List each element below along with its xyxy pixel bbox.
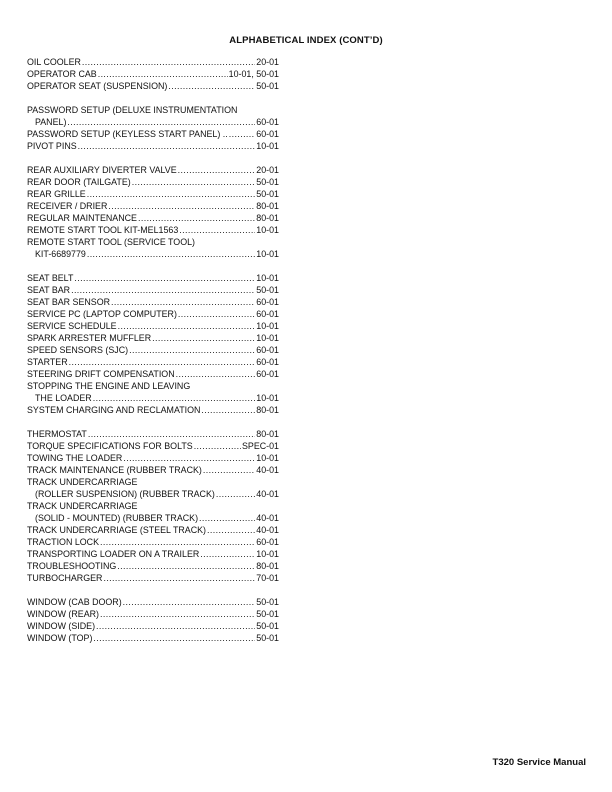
index-group (27, 428, 279, 584)
dot-leader (123, 452, 255, 464)
index-entry-title: SERVICE PC (LAPTOP COMPUTER) (27, 309, 177, 319)
index-entry (27, 212, 279, 224)
index-entry-page: 70-01 (256, 573, 279, 583)
index-entry-lead: TRACK UNDERCARRIAGE (27, 477, 138, 487)
index-entry-page: 50-01 (256, 285, 279, 295)
dot-leader (194, 440, 241, 452)
index-entry-title: STARTER (27, 357, 68, 367)
dot-leader (129, 344, 255, 356)
index-entry (27, 620, 279, 632)
index-entry-page: 60-01 (256, 537, 279, 547)
dot-leader (199, 512, 255, 524)
index-entry-lead: PASSWORD SETUP (DELUXE INSTRUMENTATION (27, 105, 238, 115)
index-entry-page: 10-01 (256, 141, 279, 151)
index-entry-title: SERVICE SCHEDULE (27, 321, 117, 331)
index-entry-page: 80-01 (256, 213, 279, 223)
index-entry (27, 428, 279, 440)
index-entry-title: RECEIVER / DRIER (27, 201, 108, 211)
index-entry-page: 80-01 (256, 429, 279, 439)
index-entry-page: 10-01 (256, 333, 279, 343)
index-entry (27, 128, 279, 140)
dot-leader (178, 164, 256, 176)
index-entry-title: TRACTION LOCK (27, 537, 99, 547)
index-entry-title: REAR GRILLE (27, 189, 86, 199)
index-entry-title: THERMOSTAT (27, 429, 87, 439)
index-entry-lead: STOPPING THE ENGINE AND LEAVING (27, 381, 191, 391)
dot-leader (117, 560, 255, 572)
dot-leader (108, 200, 255, 212)
index-entry (27, 320, 279, 332)
index-entry (27, 188, 279, 200)
index-entry-title: REMOTE START TOOL KIT-MEL1563 (27, 225, 179, 235)
dot-leader (71, 284, 255, 296)
index-entry-title: PASSWORD SETUP (KEYLESS START PANEL) .. (27, 129, 228, 139)
index-entry-title: PIVOT PINS (27, 141, 77, 151)
index-entry-page: 10-01 (256, 393, 279, 403)
index-entry-title: TURBOCHARGER (27, 573, 103, 583)
footer-manual-title: T320 Service Manual (492, 757, 586, 768)
index-entry-title: (ROLLER SUSPENSION) (RUBBER TRACK) (35, 489, 215, 499)
index-entry (27, 548, 279, 560)
dot-leader (176, 368, 256, 380)
index-group (27, 104, 279, 152)
index-entry-page: 60-01 (256, 309, 279, 319)
dot-leader (93, 392, 256, 404)
index-entry-title: TORQUE SPECIFICATIONS FOR BOLTS (27, 441, 193, 451)
index-entry-page: 80-01 (256, 561, 279, 571)
index-entry-page: 40-01 (256, 465, 279, 475)
index-entry-page: 60-01 (256, 345, 279, 355)
index-entry (27, 308, 279, 320)
index-entry-title: SPARK ARRESTER MUFFLER (27, 333, 152, 343)
index-entry-title: (SOLID - MOUNTED) (RUBBER TRACK) (35, 513, 199, 523)
dot-leader (100, 536, 255, 548)
index-entry-title: PANEL) (35, 117, 67, 127)
index-entry-page: 10-01 (256, 549, 279, 559)
dot-leader (216, 488, 255, 500)
index-entry (27, 356, 279, 368)
index-entry-page: 60-01 (256, 357, 279, 367)
index-entry-title: TRACK MAINTENANCE (RUBBER TRACK) (27, 465, 202, 475)
index-entry (27, 332, 279, 344)
dot-leader (87, 248, 255, 260)
dot-leader (82, 56, 255, 68)
index-entry-page: 20-01 (256, 57, 279, 67)
dot-leader (178, 308, 255, 320)
index-list (27, 56, 279, 656)
index-entry (27, 632, 279, 644)
index-entry-title: WINDOW (SIDE) (27, 621, 96, 631)
dot-leader (74, 272, 255, 284)
dot-leader (96, 620, 255, 632)
index-entry-title: TOWING THE LOADER (27, 453, 123, 463)
index-entry (27, 440, 279, 452)
index-entry-lead: TRACK UNDERCARRIAGE (27, 501, 138, 511)
index-entry-title: TRACK UNDERCARRIAGE (STEEL TRACK) (27, 525, 207, 535)
dot-leader (229, 128, 256, 140)
dot-leader (118, 320, 256, 332)
index-entry-page: 50-01 (256, 621, 279, 631)
index-entry (27, 464, 279, 476)
index-entry-title: WINDOW (CAB DOOR) (27, 597, 122, 607)
dot-leader (78, 140, 256, 152)
index-group (27, 164, 279, 260)
index-entry-page: 50-01 (256, 597, 279, 607)
index-entry-title: THE LOADER (35, 393, 92, 403)
index-group (27, 272, 279, 416)
index-entry (27, 296, 279, 308)
index-entry-title: REAR AUXILIARY DIVERTER VALVE (27, 165, 177, 175)
index-entry-title: KIT-6689779 (35, 249, 86, 259)
dot-leader (69, 356, 256, 368)
index-entry-title: REAR DOOR (TAILGATE) (27, 177, 131, 187)
index-entry (27, 608, 279, 620)
index-entry-title: REGULAR MAINTENANCE (27, 213, 137, 223)
index-entry-page: 10-01 (256, 225, 279, 235)
index-entry-title: SEAT BAR SENSOR (27, 297, 111, 307)
index-entry-page: 60-01 (256, 117, 279, 127)
index-entry (27, 68, 279, 80)
dot-leader (123, 596, 256, 608)
dot-leader (67, 116, 255, 128)
dot-leader (152, 332, 255, 344)
index-entry-title: OPERATOR CAB (27, 69, 97, 79)
dot-leader (100, 608, 255, 620)
index-entry-page: 40-01 (256, 513, 279, 523)
index-entry (27, 344, 279, 356)
dot-leader (179, 224, 255, 236)
index-entry (27, 368, 279, 380)
index-entry-page: 40-01 (256, 489, 279, 499)
index-entry-page: 60-01 (256, 297, 279, 307)
dot-leader (168, 80, 255, 92)
dot-leader (200, 548, 255, 560)
index-entry (27, 284, 279, 296)
index-entry-title: SPEED SENSORS (SJC) (27, 345, 129, 355)
index-group (27, 596, 279, 644)
index-entry (27, 560, 279, 572)
dot-leader (103, 572, 255, 584)
index-entry-page: 60-01 (256, 129, 279, 139)
index-entry-title: TROUBLESHOOTING (27, 561, 117, 571)
dot-leader (203, 464, 255, 476)
dot-leader (111, 296, 255, 308)
dot-leader (87, 188, 256, 200)
index-entry (27, 572, 279, 584)
index-group (27, 56, 279, 92)
index-entry-page: 10-01 (256, 453, 279, 463)
index-entry-page: 50-01 (256, 609, 279, 619)
index-entry (27, 272, 279, 284)
index-entry (27, 536, 279, 548)
index-entry-page: 10-01 (256, 273, 279, 283)
dot-leader (207, 524, 255, 536)
index-entry-page: 50-01 (256, 633, 279, 643)
index-entry-page: 10-01, 50-01 (228, 69, 279, 79)
index-entry (27, 56, 279, 68)
index-entry (27, 200, 279, 212)
index-entry-title: STEERING DRIFT COMPENSATION (27, 369, 175, 379)
index-entry-page: 50-01 (256, 189, 279, 199)
dot-leader (132, 176, 256, 188)
index-entry-title: SYSTEM CHARGING AND RECLAMATION (27, 405, 201, 415)
index-entry (27, 392, 279, 404)
index-entry (27, 524, 279, 536)
index-entry-page: 20-01 (256, 165, 279, 175)
index-entry (27, 224, 279, 236)
index-entry (27, 512, 279, 524)
index-entry-page: 60-01 (256, 369, 279, 379)
index-entry-title: OIL COOLER (27, 57, 81, 67)
index-entry-page: 80-01 (256, 405, 279, 415)
index-entry-page: 50-01 (256, 177, 279, 187)
index-entry-page: 80-01 (256, 201, 279, 211)
index-entry (27, 116, 279, 128)
index-entry (27, 248, 279, 260)
index-entry-page: SPEC-01 (242, 441, 279, 451)
index-entry-title: WINDOW (TOP) (27, 633, 93, 643)
index-entry-lead: REMOTE START TOOL (SERVICE TOOL) (27, 237, 196, 247)
page-title: ALPHABETICAL INDEX (CONT’D) (229, 35, 383, 46)
index-entry-page: 10-01 (256, 249, 279, 259)
index-entry-title: SEAT BAR (27, 285, 71, 295)
index-entry (27, 488, 279, 500)
index-entry (27, 164, 279, 176)
dot-leader (201, 404, 255, 416)
index-entry-title: SEAT BELT (27, 273, 74, 283)
index-entry-page: 50-01 (256, 81, 279, 91)
index-entry-title: OPERATOR SEAT (SUSPENSION) (27, 81, 168, 91)
index-entry (27, 404, 279, 416)
index-entry-title: TRANSPORTING LOADER ON A TRAILER (27, 549, 200, 559)
index-entry-page: 10-01 (256, 321, 279, 331)
index-entry (27, 452, 279, 464)
index-entry-title: WINDOW (REAR) (27, 609, 99, 619)
dot-leader (93, 632, 255, 644)
index-entry (27, 176, 279, 188)
index-entry (27, 596, 279, 608)
index-entry (27, 80, 279, 92)
dot-leader (138, 212, 255, 224)
dot-leader (88, 428, 255, 440)
index-entry-page: 40-01 (256, 525, 279, 535)
dot-leader (98, 68, 228, 80)
index-entry (27, 140, 279, 152)
